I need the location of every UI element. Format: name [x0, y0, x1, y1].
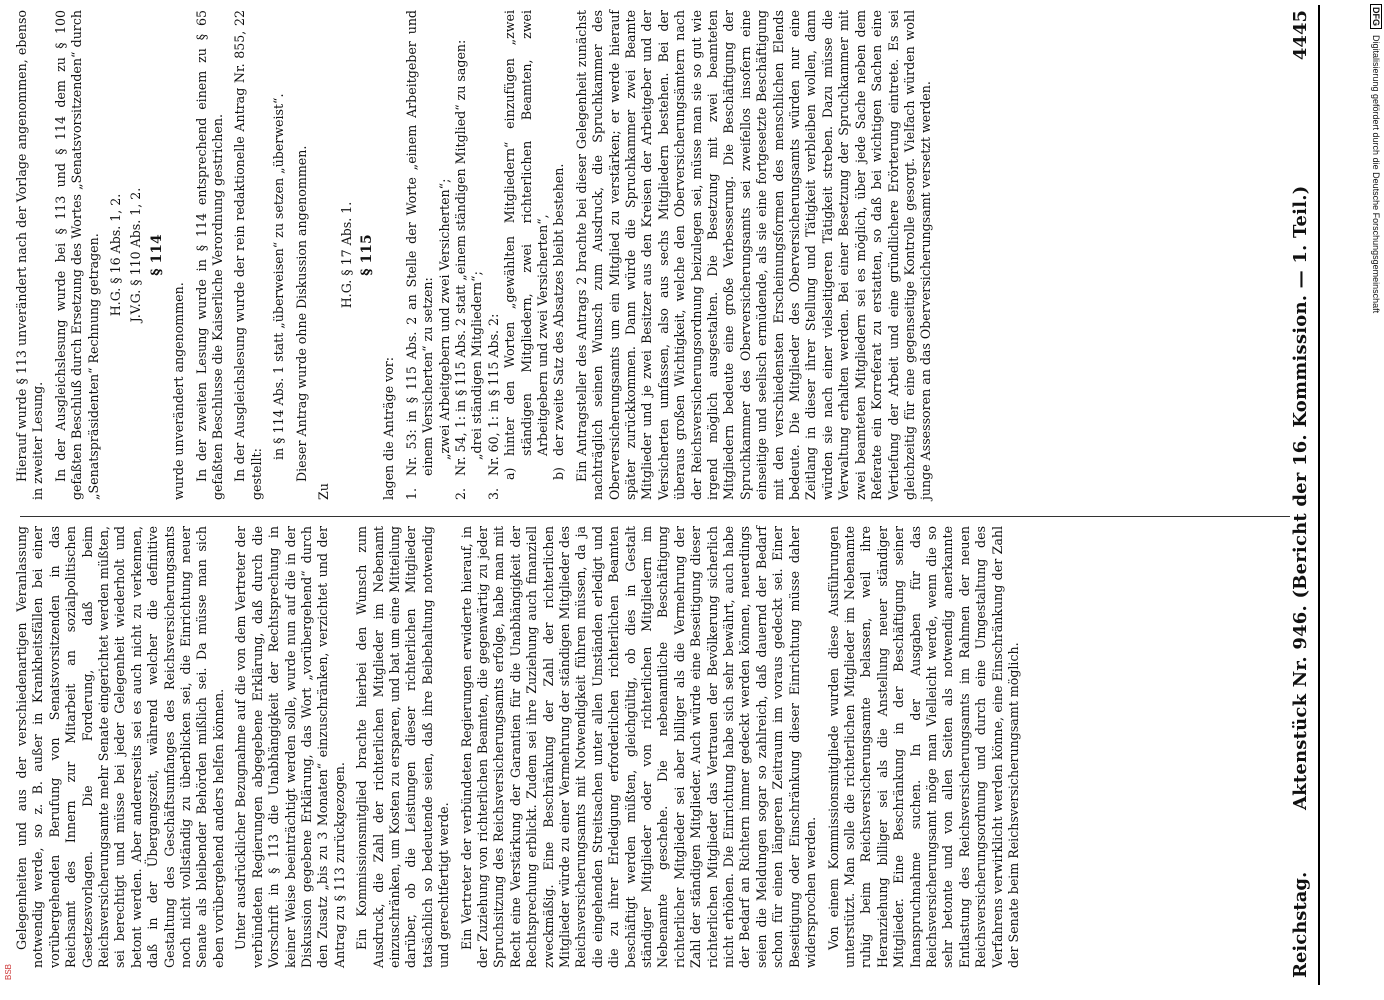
- paragraph: Ein Kommissionsmitglied brachte hierbei den Wunsch zum Ausdruck, die Zahl der richterlichen Mitglieder im Nebenamt einzuschränken, um Kosten zu ersparen, und bat um eine Mitteilung darüber, ob die Leistungen dieser richterlichen Mitglieder tatsächlich so bedeutende seien, daß ihre Beibehaltung notwendig und gerechtfertigt werde.: [354, 526, 452, 968]
- paragraph: in § 114 Abs. 1 statt „überweisen“ zu setzen „überweist“.: [271, 93, 287, 460]
- paragraph: Unter ausdrücklicher Bezugnahme auf die von dem Vertreter der verbündeten Regierungen abgegebene Erklärung, daß durch die Vorschrift in § 113 die Unabhängigkeit der Rechtsprechung in keiner Weise beeinträchtigt werden solle, wurde nun auf die in der Diskussion gegebene Erklärung, das Wort „vorübergehend“ durch den Zusatz „bis zu 3 Monaten“ einzuschränken, verzichtet und der Antrag zu § 113 zurückgezogen.: [233, 526, 347, 968]
- paragraph: In der zweiten Lesung wurde in § 114 entsprechend einem zu § 65 gefaßten Beschlusse die Kaiserliche Verordnung gestrichen.: [193, 10, 226, 500]
- law-reference: H.G. § 17 Abs. 1.: [338, 201, 354, 309]
- left-column: [14, 526, 1294, 968]
- section-heading-115: § 115: [358, 234, 375, 276]
- page-number: 4445: [1290, 10, 1311, 61]
- paragraph: Gelegenheiten und aus der verschiedenartigen Veranlassung notwendig werde, so z. B. außer in Krankheitsfällen bei einer vorübergehenden Berufung von Senatsvorsitzenden in das Reichsamt des Innern zur Mitarbeit an sozialpolitischen Gesetzesvorlagen. Die Forderung, daß beim Reichsversicherungsamte mehr Senate eingerichtet werden müßten, sei berechtigt und müsse bei jeder Gelegenheit wiederholt und betont werden. Aber andererseits sei es auch nicht zu verkennen, daß in der Übergangszeit, während welcher die definitive Gestaltung des Geschäftsumfanges des Reichsversicherungsamts noch nicht vollständig zu überblicken sei, die Einrichtung neuer Senate als bleibender Behörden mißlich sei. Da müsse man sich eben vorübergehend anders helfen können.: [14, 526, 226, 968]
- paragraph: Hierauf wurde § 113 unverändert nach der Vorlage angenommen, ebenso in zweiter Lesung.: [14, 10, 46, 500]
- dfg-logo: DFG: [1370, 4, 1382, 29]
- right-column: [14, 10, 1294, 500]
- header-reichstag: Reichstag.: [1290, 871, 1311, 978]
- law-reference: H.G. § 16 Abs. 1, 2.: [108, 193, 124, 317]
- section-heading-114: § 114: [148, 234, 165, 276]
- side-credit-strip: [1368, 4, 1382, 996]
- paragraph: Ein Antragsteller des Antrags 2 brachte bei dieser Gelegenheit zunächst nachträglich seinen Wunsch zum Ausdruck, die Spruchkammer des Oberversicherungsamts um ein Mitglied zu verstärken; er werde hierauf später zurückkommen. Dann würde die Spruchkammer zwei Beamte Mitglieder und je zwei Besitzer aus den Kreisen der Arbeitgeber und der Versicherten umfassen, also aus sechs Mitgliedern bestehen. Bei der überaus großen Wichtigkeit, welche den Oberversicherungsämtern nach der Reichsversicherungsordnung beizulegen sei, müsse man sie so gut wie irgend möglich ausgestalten. Die Besetzung mit zwei beamteten Mitgliedern bedeute eine große Verbesserung. Die Beschäftigung der Spruchkammer des Oberversicherungsamts sei zweifellos insofern eine einseitige und seelisch ermüdende, als sie eine fortgesetzte Beschäftigung mit den verschiedensten Erscheinungsformen des menschlichen Elends bedeute. Die Mitglieder des Oberversicherungsamts würden nur eine Zeitlang in dieser ihrer Stellung und Tätigkeit verbleiben wollen, dann würden sie nach einer vielseitigeren Tätigkeit streben. Dazu müsse die Verwaltung erhalten werden. Bei einer Besetzung der Spruchkammer mit zwei beamteten Mitgliedern sei es möglich, über jede Sache neben dem Referate ein Korreferat zu erstatten, so daß bei wichtigen Sachen eine Vertiefung der Arbeit und eine gründlichere Erörterung eintrete. Es sei gleichzeitig für eine gegenseitige Kontrolle gesorgt. Vielfach würden wohl junge Assessoren an das Oberversicherungsamt versetzt werden.: [573, 10, 934, 500]
- column-divider: [20, 516, 1290, 517]
- zu-label: Zu: [316, 483, 332, 500]
- motion-item: 3. Nr. 60, 1: in § 115 Abs. 2:: [485, 313, 501, 500]
- law-reference: J.V.G. § 110 Abs. 1, 2.: [128, 187, 144, 323]
- header-title: Aktenstück Nr. 946. (Bericht der 16. Kommission. — 1. Teil.): [1290, 185, 1311, 810]
- paragraph: In der Ausgleichslesung wurde bei § 113 und § 114 dem zu § 100 gefaßten Beschluß durch Ersetzung des Wortes „Senatsvorsitzenden“ durch „Senatspräsidenten“ Rechnung getragen.: [52, 10, 101, 500]
- motion-item: b) der zweite Satz des Absatzes bleibt bestehen.: [551, 163, 567, 480]
- paragraph: wurde unverändert angenommen.: [171, 282, 187, 500]
- motion-item: „drei ständigen Mitgliedern“;: [469, 271, 485, 460]
- paragraph: Dieser Antrag wurde ohne Diskussion angenommen.: [293, 145, 309, 482]
- motion-item: a) hinter den Worten „gewählten Mitgliedern“ einzufügen „zwei ständigen Mitgliedern, zwei richterlichen Beamten, zwei Arbeitgebern und zwei Versicherten“,: [502, 10, 550, 480]
- header-rule: [1318, 5, 1320, 985]
- motion-item: 1. Nr. 53: in § 115 Abs. 2 an Stelle der Worte „einem Arbeitgeber und einem Versicherten“ zu setzen:: [403, 10, 436, 500]
- motion-item: 2. Nr. 54, 1: in § 115 Abs. 2 statt „einem ständigen Mitglied“ zu sagen:: [452, 39, 468, 500]
- motion-item: „zwei Arbeitgebern und zwei Versicherten“;: [436, 178, 452, 460]
- corner-stamp: BSB: [4, 963, 13, 980]
- paragraph: Ein Vertreter der verbündeten Regierungen erwiderte hierauf, in der Zuziehung von richterlichen Beamten, die gegenwärtig zu jeder Spruchsitzung des Reichsversicherungsamts erfolge, habe man mit Recht eine Verstärkung der Garantien für die Unabhängigkeit der Rechtsprechung erblickt. Zudem sei ihre Zuziehung auch finanziell zweckmäßig. Eine Beschränkung der Zahl der richterlichen Mitglieder würde zu einer Vermehrung der ständigen Mitglieder des Reichsversicherungsamts mit Notwendigkeit führen müssen, da ja die eingehenden Streitsachen unter allen Umständen erledigt und die zu ihrer Erledigung erforderlichen richterlichen Beamten beschäftigt werden müßten, gleichgültig, ob dies in Gestalt ständiger Mitglieder oder von richterlichen Mitgliedern im Nebenamte geschehe. Die nebenamtliche Beschäftigung richterlicher Mitglieder sei aber billiger als die Vermehrung der Zahl der ständigen Mitglieder. Auch würde eine Beseitigung dieser richterlichen Mitglieder das Vertrauen der Bevölkerung sicherlich nicht erhöhen. Die Einrichtung habe sich sehr bewährt, auch habe der Bedarf an Richtern immer gedeckt werden können, neuerdings seien die Meldungen sogar so zahlreich, daß dauernd der Bedarf schon für einen längeren Zeitraum im voraus gedeckt sei. Einer Beseitigung oder Einschränkung dieser Einrichtung müsse daher widersprochen werden.: [458, 526, 819, 968]
- digitization-credit: DFGDigitalisierung gefördert durch die Deutsche Forschungsgemeinschaft: [1368, 4, 1382, 996]
- paragraph: Von einem Kommissionsmitgliede wurden diese Ausführungen unterstützt. Man solle die richterlichen Mitglieder im Nebenamte ruhig beim Reichsversicherungsamte belassen, weil ihre Heranziehung billiger sei als die Anstellung neuer ständiger Mitglieder. Eine Beschränkung in der Beschäftigung seiner Inanspruchnahme suchen. In der Ausgaben für das Reichsversicherungsamt möge man Vielleicht werde, wenn die so sehr betonte und von allen Seiten als notwendig anerkannte Entlastung des Reichsversicherungsamts im Rahmen der neuen Reichsversicherungsordnung und durch eine Umgestaltung des Verfahrens verwirklicht werden könne, eine Einschränkung der Zahl der Senate beim Reichsversicherungsamt möglich.: [825, 526, 1021, 968]
- paragraph: lagen die Anträge vor:: [381, 357, 397, 500]
- paragraph: In der Ausgleichslesung wurde der rein redaktionelle Antrag Nr. 855, 22 gestellt:: [232, 10, 264, 500]
